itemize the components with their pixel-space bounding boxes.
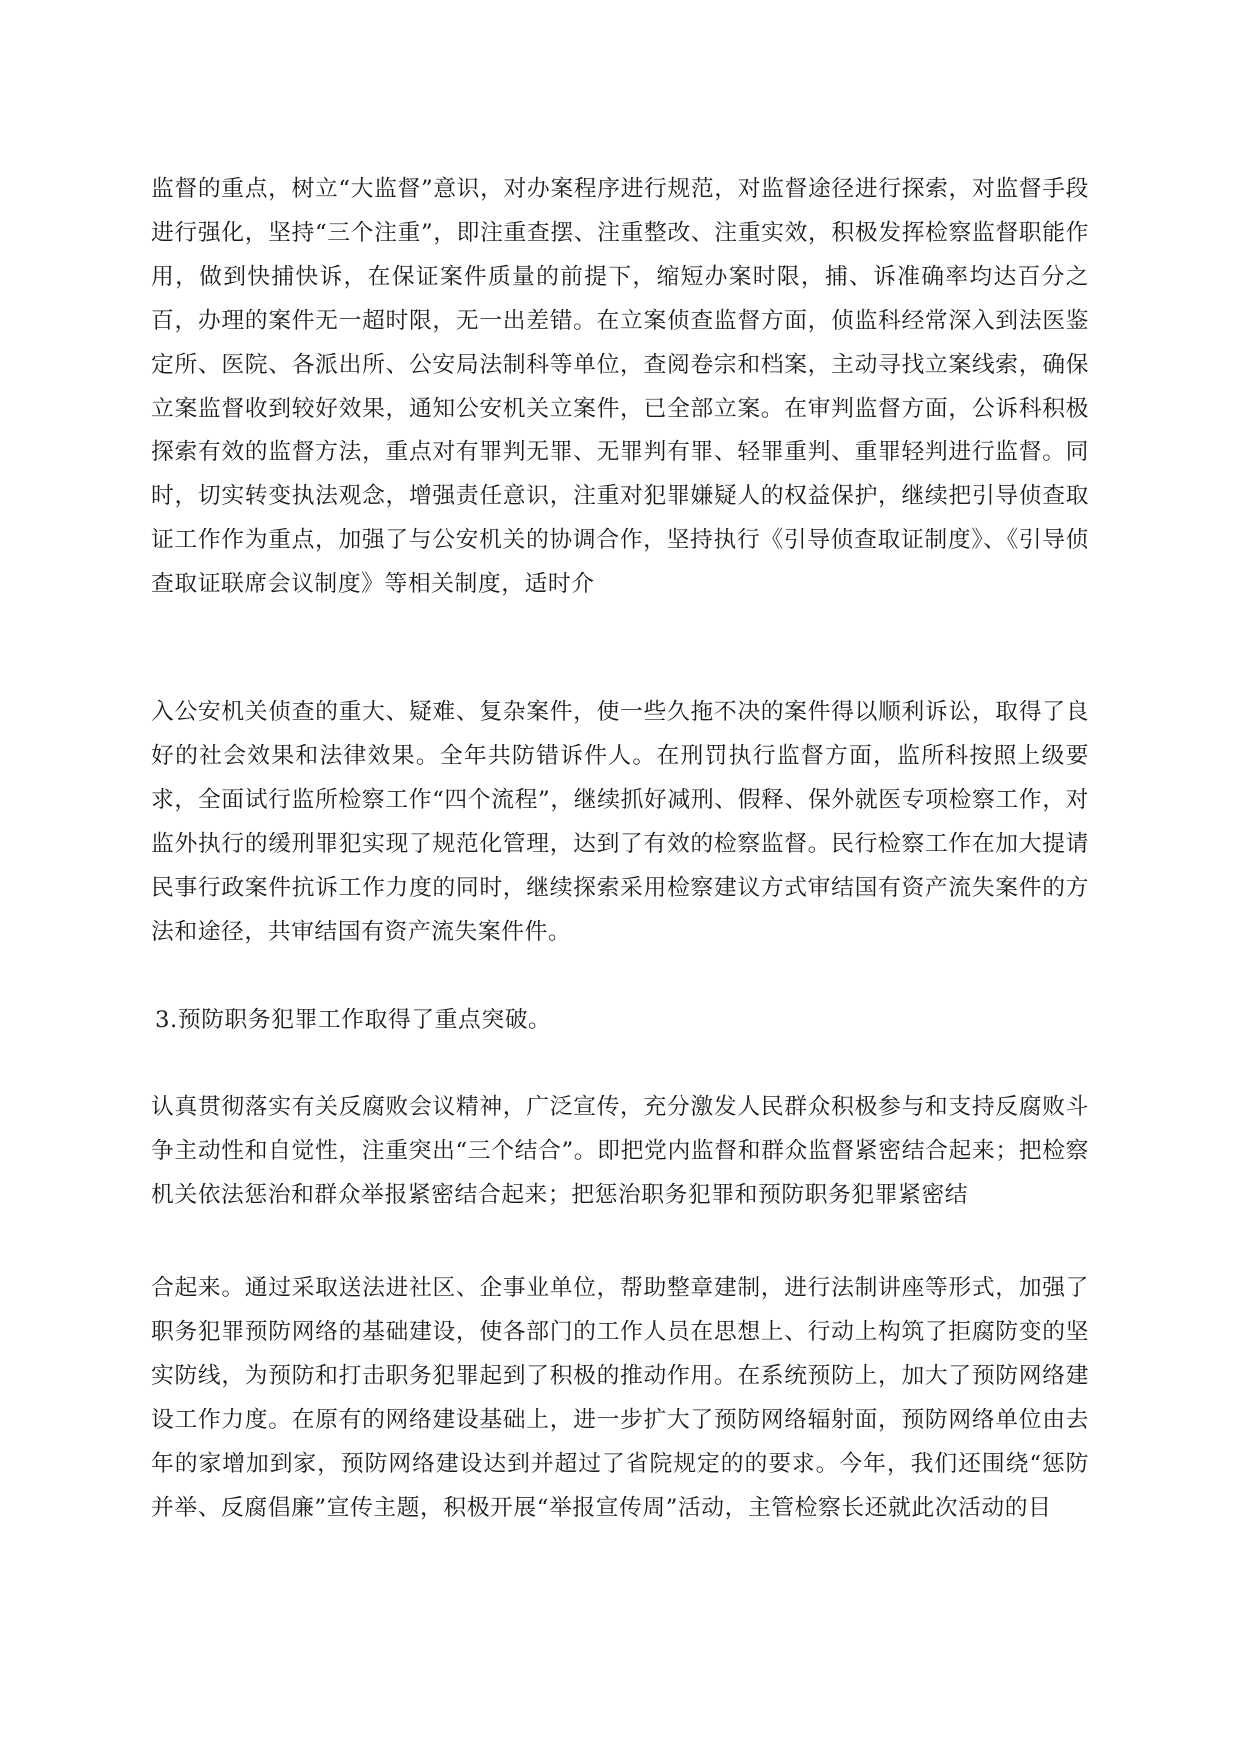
paragraph-prevention-network: 合起来。通过采取送法进社区、企事业单位，帮助整章建制，进行法制讲座等形式，加强了职务犯罪预防网络的基础建设，使各部门的工作人员在思想上、行动上构筑了拒腐防变的坚实防线，为预防和打击职务犯罪起到了积极的推动作用。在系统预防上，加大了预防网络建设工作力度。在原有的网络建设基础上，进一步扩大了预防网络辐射面，预防网络单位由去年的家增加到家，预防网络建设达到并超过了省院规定的的要求。今年，我们还围绕“惩防并举、反腐倡廉”宣传主题，积极开展“举报宣传周”活动，主管检察长还就此次活动的目 (151, 1275, 1089, 1521)
section-heading-prevention: 3.预防职务犯罪工作取得了重点突破。 (155, 1007, 552, 1033)
paragraph-supervision: 监督的重点，树立“大监督”意识，对办案程序进行规范，对监督途径进行探索，对监督手段进行强化，坚持“三个注重”，即注重查摆、注重整改、注重实效，积极发挥检察监督职能作用，做到快捕快诉，在保证案件质量的前提下，缩短办案时限，捕、诉准确率均达百分之百，办理的案件无一超时限，无一出差错。在立案侦查监督方面，侦监科经常深入到法医鉴定所、医院、各派出所、公安局法制科等单位，查阅卷宗和档案，主动寻找立案线索，确保立案监督收到较好效果，通知公安机关立案件，已全部立案。在审判监督方面，公诉科积极探索有效的监督方法，重点对有罪判无罪、无罪判有罪、轻罪重判、重罪轻判进行监督。同时，切实转变执法观念，增强责任意识，注重对犯罪嫌疑人的权益保护，继续把引导侦查取证工作作为重点，加强了与公安机关的协调合作，坚持执行《引导侦查取证制度》、《引导侦查取证联席会议制度》等相关制度，适时介 (151, 176, 1089, 598)
paragraph-investigation: 入公安机关侦查的重大、疑难、复杂案件，使一些久拖不决的案件得以顺利诉讼，取得了良好的社会效果和法律效果。全年共防错诉件人。在刑罚执行监督方面，监所科按照上级要求，全面试行监所检察工作“四个流程”，继续抓好减刑、假释、保外就医专项检察工作，对监外执行的缓刑罪犯实现了规范化管理，达到了有效的检察监督。民行检察工作在加大提请民事行政案件抗诉工作力度的同时，继续探索采用检察建议方式审结国有资产流失案件的方法和途径，共审结国有资产流失案件件。 (151, 699, 1089, 945)
paragraph-anticorruption: 认真贯彻落实有关反腐败会议精神，广泛宣传，充分激发人民群众积极参与和支持反腐败斗争主动性和自觉性，注重突出“三个结合”。即把党内监督和群众监督紧密结合起来；把检察机关依法惩治和群众举报紧密结合起来；把惩治职务犯罪和预防职务犯罪紧密结 (151, 1094, 1089, 1208)
